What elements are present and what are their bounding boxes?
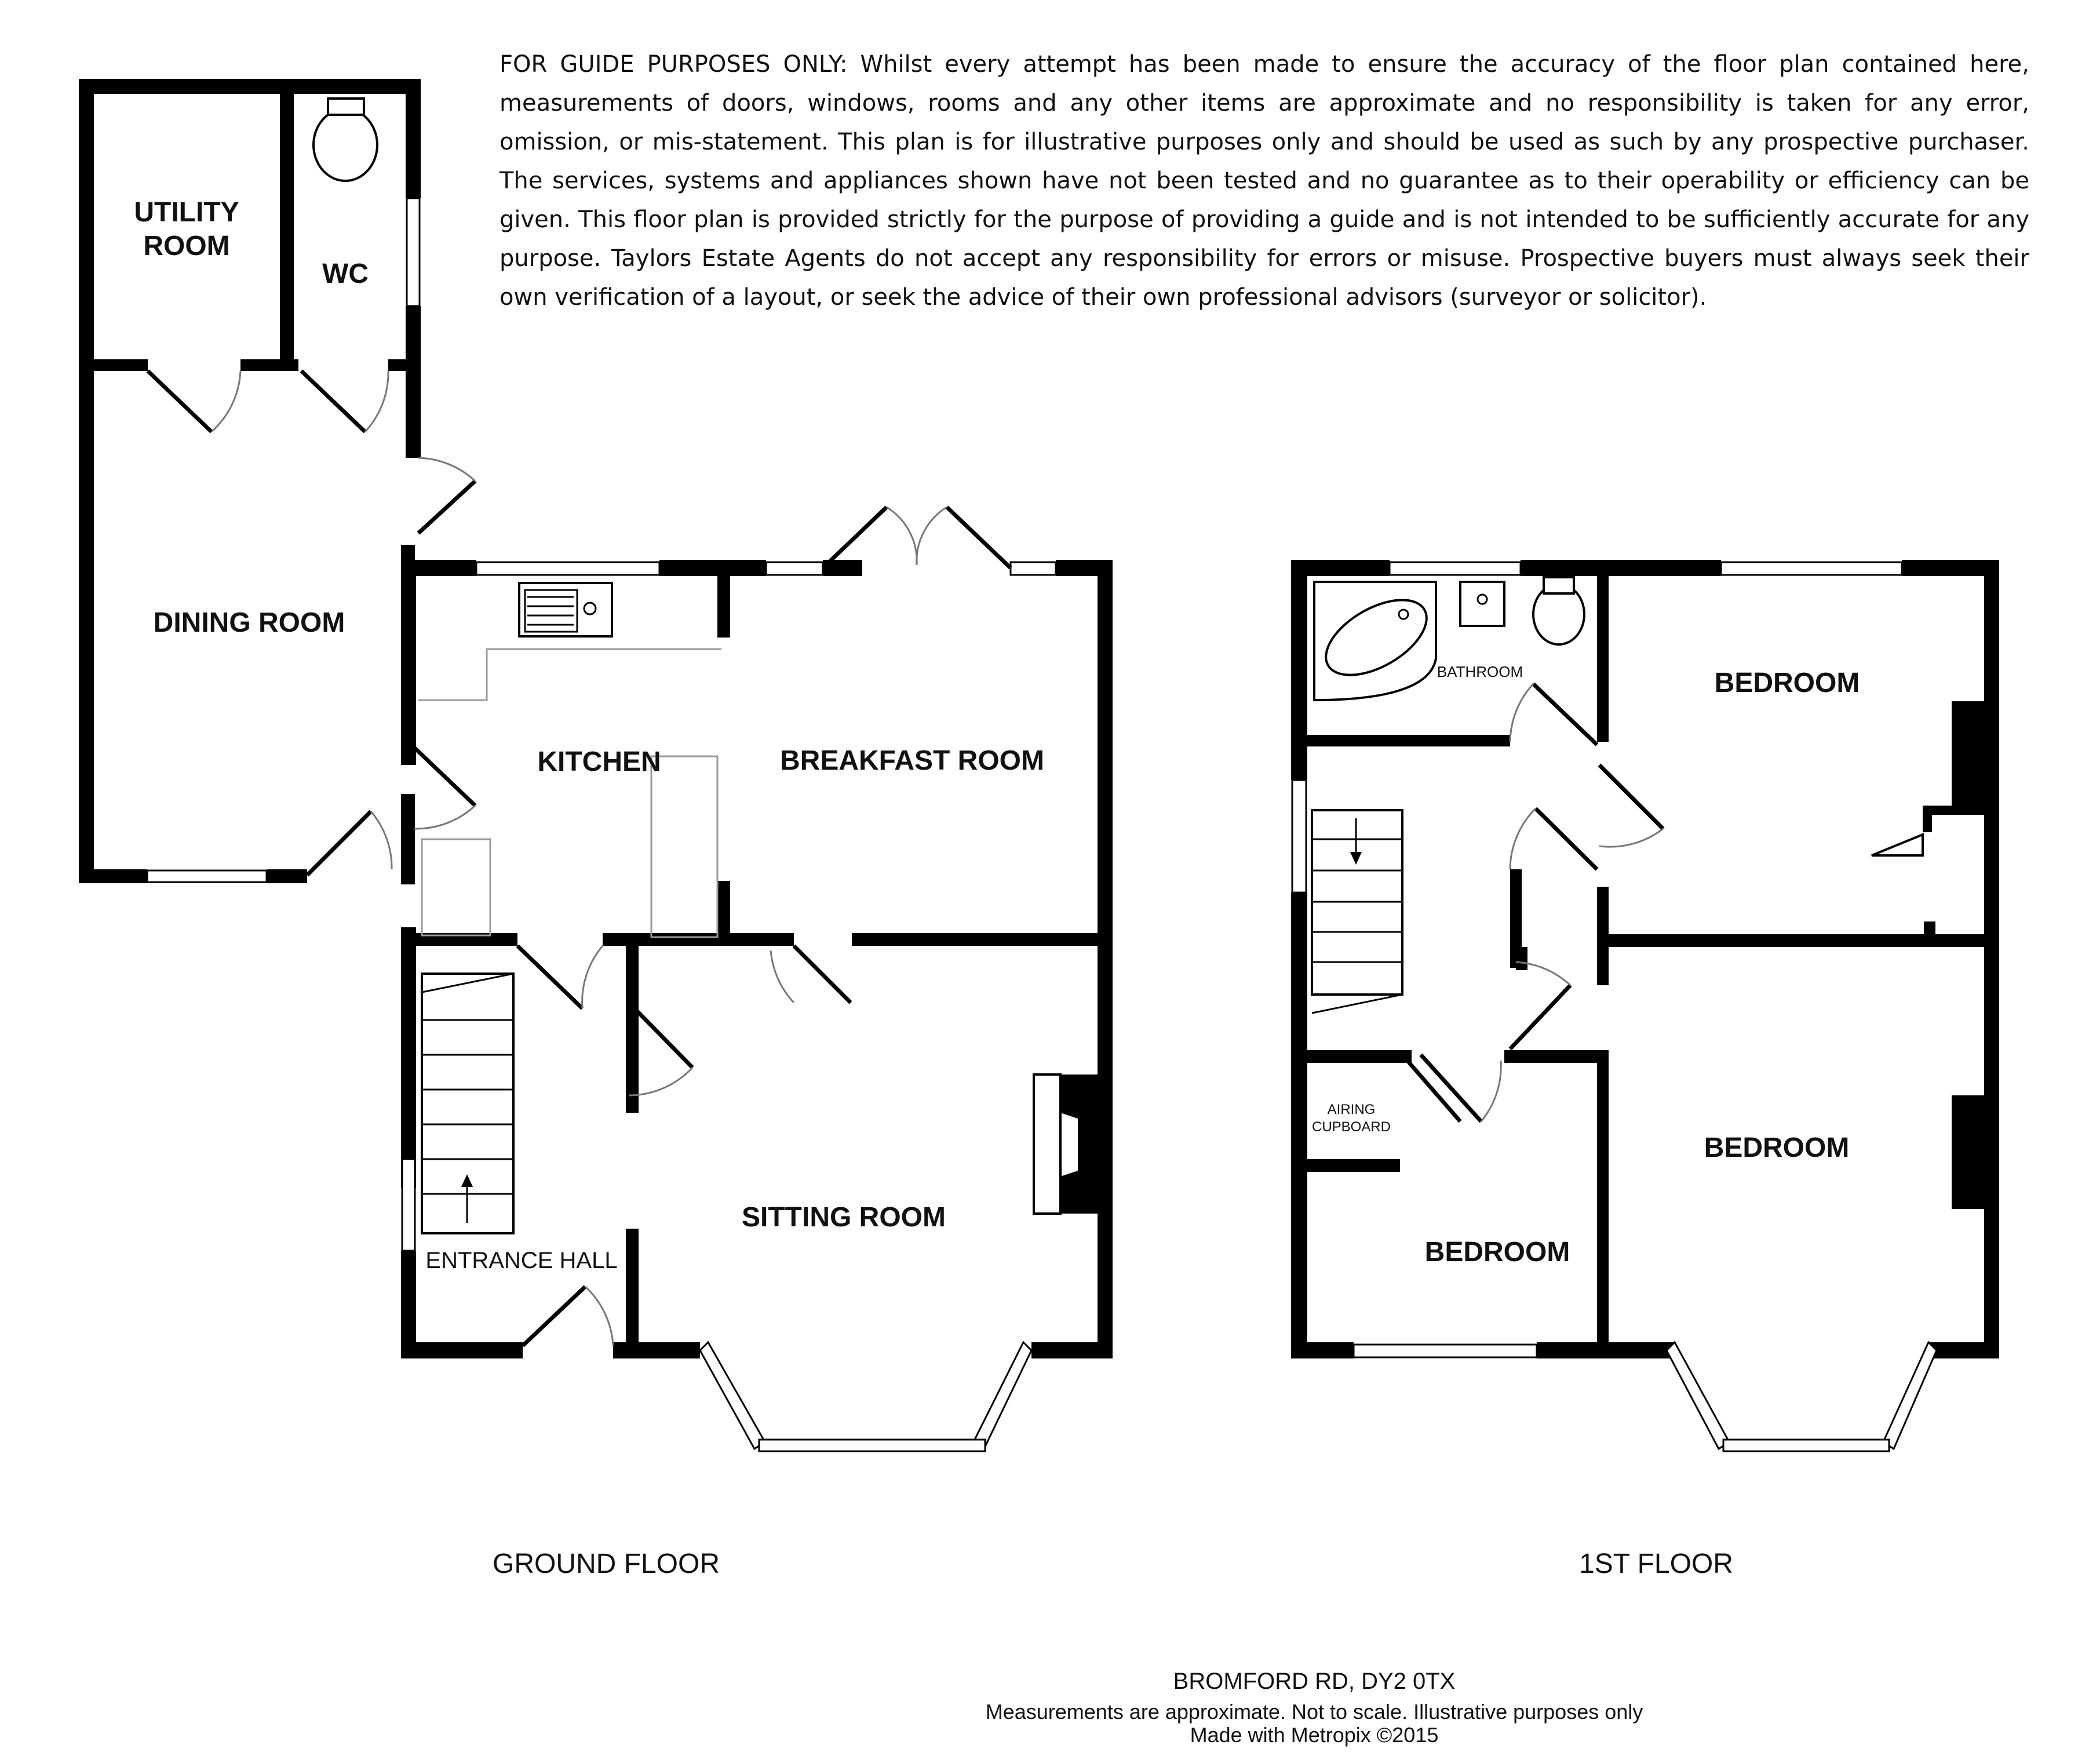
measurement-note: Measurements are approximate. Not to scale. Illustrative purposes only	[985, 1700, 1643, 1724]
ground-floor-caption: GROUND FLOOR	[492, 1549, 720, 1579]
bedroom-rear-label: BEDROOM	[1714, 668, 1860, 698]
credit-note: Made with Metropix ©2015	[1190, 1723, 1439, 1747]
kitchen-label: KITCHEN	[537, 746, 661, 777]
sitting-room-label: SITTING ROOM	[742, 1202, 946, 1233]
first-floor-caption: 1ST FLOOR	[1579, 1549, 1733, 1579]
disclaimer-text: FOR GUIDE PURPOSES ONLY: Whilst every attempt has been made to ensure the accuracy of the floor plan contained here, measurements of doors, windows, rooms and any other items are approximate and no responsibility is taken for any error, omission, or mis-statement. This plan is for illustrative purposes only and should be used as such by any prospective purchaser. The services, systems and appliances shown have not been tested and no guarantee as to their operability or efficiency can be given. This floor plan is provided strictly for the purpose of providing a guide and is not intended to be sufficiently accurate for any purpose. Taylors Estate Agents do not accept any responsibility for errors or misuse. Prospective buyers must always seek their own verification of a layout, or seek the advice of their own professional advisors (surveyor or solicitor).	[500, 51, 2029, 311]
airing-cupboard-label-2: CUPBOARD	[1311, 1119, 1391, 1135]
utility-room-label-2: ROOM	[143, 231, 230, 261]
wc-label: WC	[322, 258, 369, 289]
first-floor-plan	[1291, 560, 1999, 1451]
bedroom-small-label: BEDROOM	[1424, 1237, 1570, 1267]
bedroom-front-label: BEDROOM	[1704, 1132, 1850, 1163]
airing-cupboard-label-1: AIRING	[1327, 1102, 1376, 1117]
utility-room-label-1: UTILITY	[134, 197, 239, 228]
dining-room-label: DINING ROOM	[153, 607, 345, 638]
address-caption: BROMFORD RD, DY2 0TX	[1173, 1669, 1456, 1694]
bathroom-label: BATHROOM	[1437, 663, 1523, 680]
breakfast-room-label: BREAKFAST ROOM	[780, 745, 1044, 776]
entrance-hall-label: ENTRANCE HALL	[425, 1248, 618, 1273]
